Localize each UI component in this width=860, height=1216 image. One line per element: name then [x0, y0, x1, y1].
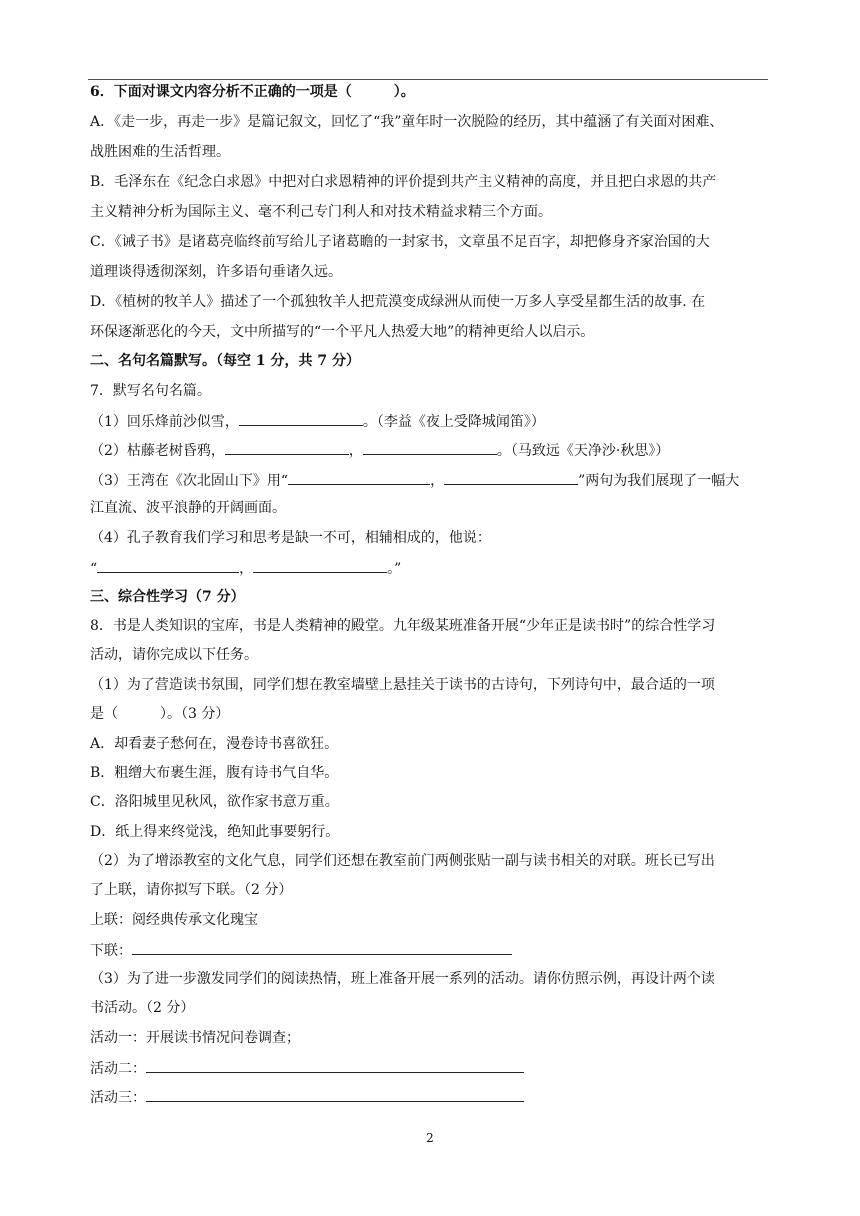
- answer-blank[interactable]: [97, 558, 239, 573]
- answer-line[interactable]: [146, 1058, 524, 1073]
- answer-blank[interactable]: [225, 440, 349, 455]
- q8-option-a: A．却看妻子愁何在，漫卷诗书喜欲狂。: [90, 736, 339, 752]
- answer-blank[interactable]: [363, 440, 497, 455]
- answer-blank[interactable]: [444, 470, 578, 485]
- q8-stem-line1: 8．书是人类知识的宝库，书是人类精神的殿堂。九年级某班准备开展“少年正是读书时”的综合性学习: [90, 618, 716, 634]
- q6-option-c-line2: 道理谈得透彻深刻，许多语句垂诸久远。: [90, 264, 342, 280]
- q6-stem: 6．下面对课文内容分析不正确的一项是（ ）。: [90, 84, 415, 100]
- q7-stem: 7．默写名句名篇。: [90, 383, 211, 399]
- answer-line[interactable]: [132, 940, 512, 955]
- q8-option-d: D．纸上得来终觉浅，绝知此事要躬行。: [90, 824, 340, 840]
- answer-blank[interactable]: [253, 558, 387, 573]
- section-2-title: 二、名句名篇默写。（每空 1 分，共 7 分）: [90, 353, 360, 369]
- activity-2: 活动二：: [90, 1058, 524, 1078]
- answer-blank[interactable]: [288, 470, 430, 485]
- q6-option-b-line2: 主义精神分析为国际主义、毫不利己专门利人和对技术精益求精三个方面。: [90, 204, 552, 220]
- couplet-lower: 下联：: [90, 940, 512, 960]
- q7-item-4: （4）孔子教育我们学习和思考是缺一不可，相辅相成的，他说：: [90, 530, 491, 546]
- q8-stem-line2: 活动，请你完成以下任务。: [90, 647, 258, 663]
- activity-3: 活动三：: [90, 1087, 524, 1107]
- answer-blank[interactable]: [239, 411, 363, 426]
- q6-option-d-line1: D．《植树的牧羊人》描述了一个孤独牧羊人把荒漠变成绿洲从而使一万多人享受星都生活的故事. 在: [90, 294, 706, 310]
- q6-option-c-line1: C．《诫子书》是诸葛亮临终前写给儿子诸葛瞻的一封家书，文章虽不足百字，却把修身齐家治国的大: [90, 234, 710, 250]
- page-number: 2: [426, 1131, 434, 1145]
- q8-part1-line1: （1）为了营造读书氛围，同学们想在教室墙壁上悬挂关于读书的古诗句，下列诗句中，最合适的一项: [90, 677, 715, 693]
- q7-item-3: （3）王湾在《次北固山下》用“ ， ”两句为我们展现了一幅大: [90, 470, 739, 490]
- q7-item-4-blanks: “ ， 。”: [90, 558, 401, 578]
- q8-part3-line1: （3）为了进一步激发同学们的阅读热情，班上准备开展一系列的活动。请你仿照示例，再设计两个读: [90, 971, 715, 987]
- section-3-title: 三、综合性学习（7 分）: [90, 589, 245, 605]
- q7-item-2: （2）枯藤老树昏鸦， ， 。（马致远《天净沙·秋思》）: [90, 440, 669, 460]
- q8-part2-line2: 了上联，请你拟写下联。（2 分）: [90, 882, 293, 898]
- q8-part3-line2: 书活动。（2 分）: [90, 1000, 195, 1016]
- header-rule: [88, 79, 768, 80]
- q8-option-c: C．洛阳城里见秋风，欲作家书意万重。: [90, 794, 339, 810]
- activity-1: 活动一：开展读书情况问卷调查；: [90, 1030, 300, 1046]
- answer-line[interactable]: [146, 1087, 524, 1102]
- q6-option-a-line1: A．《走一步，再走一步》是篇记叙文，回忆了“我”童年时一次脱险的经历，其中蕴涵了有关面对困难、: [90, 114, 724, 130]
- q6-option-b-line1: B．毛泽东在《纪念白求恩》中把对白求恩精神的评价提到共产主义精神的高度，并且把白求恩的共产: [90, 174, 717, 190]
- q7-item-1: （1）回乐烽前沙似雪， 。（李益《夜上受降城闻笛》）: [90, 411, 545, 431]
- couplet-upper: 上联：阅经典传承文化瑰宝: [90, 912, 258, 928]
- q8-option-b: B．粗缯大布裹生涯，腹有诗书气自华。: [90, 765, 339, 781]
- q7-item-3-cont: 江直流、波平浪静的开阔画面。: [90, 500, 286, 516]
- q6-option-a-line2: 战胜困难的生活哲理。: [90, 144, 230, 160]
- q6-option-d-line2: 环保逐渐恶化的今天，文中所描写的“一个平凡人热爱大地”的精神更给人以启示。: [90, 324, 595, 340]
- q8-part2-line1: （2）为了增添教室的文化气息，同学们还想在教室前门两侧张贴一副与读书相关的对联。班长已写出: [90, 853, 715, 869]
- q8-part1-line2: 是（ ）。（3 分）: [90, 706, 230, 722]
